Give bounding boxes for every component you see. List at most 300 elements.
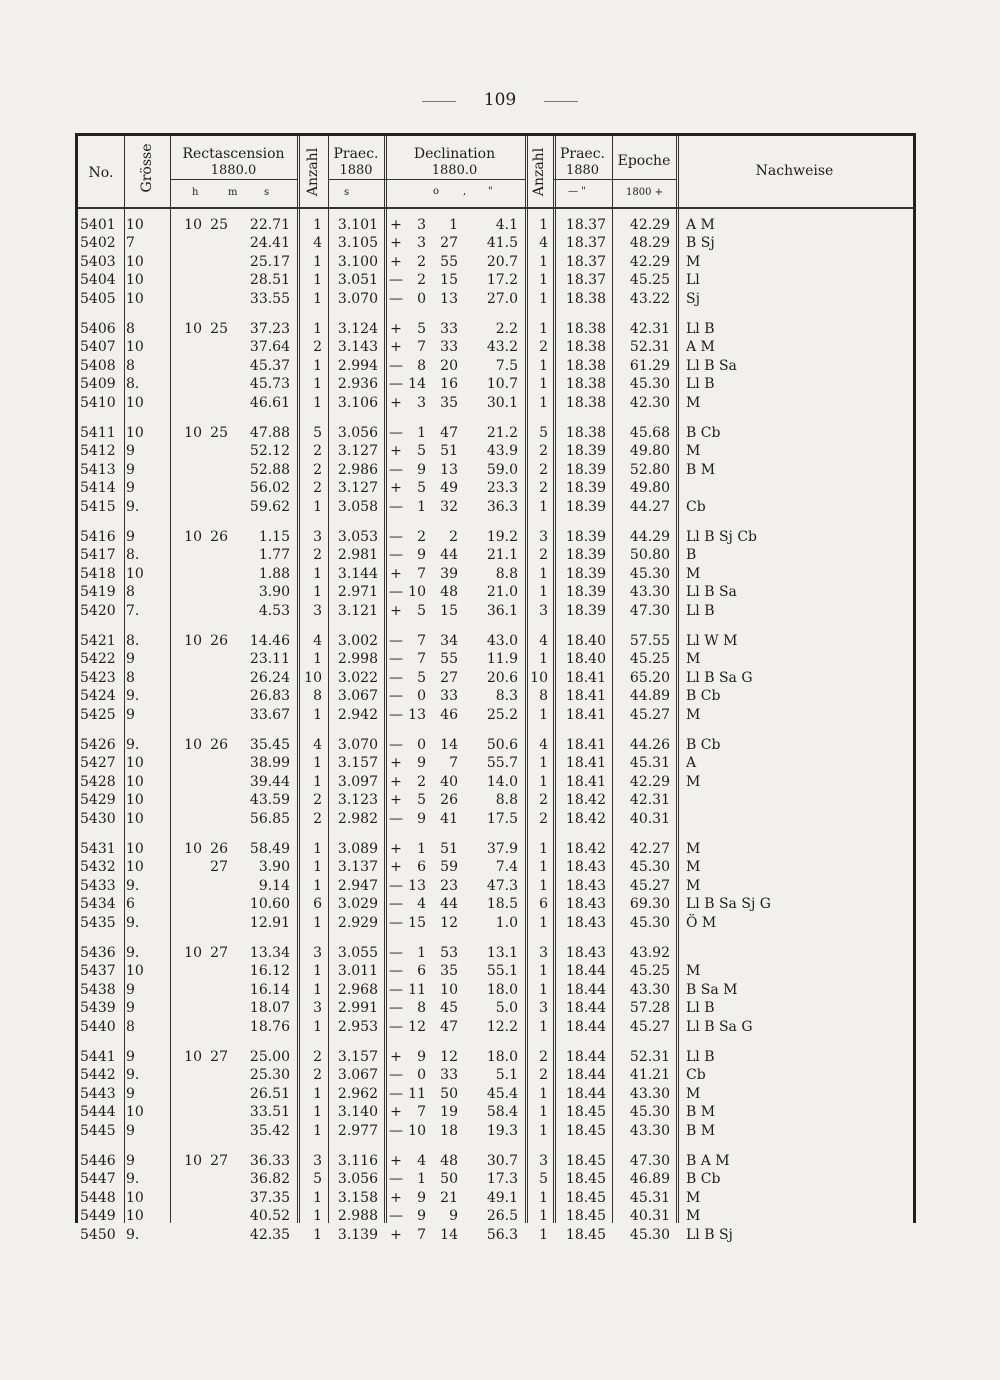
decl-count: 1 [539,394,548,411]
decl-count: 10 [530,669,548,686]
ra-seconds: 52.88 [249,461,290,478]
decl-count: 1 [539,290,548,307]
decl-minutes: 26 [440,792,458,809]
decl-count: 1 [539,1085,548,1102]
decl-sign: — [389,810,403,827]
decl-seconds: 11.9 [486,651,518,668]
star-number: 5412 [80,443,116,460]
decl-degrees: 6 [417,859,426,876]
decl-precession: 18.43 [565,914,606,931]
decl-degrees: 7 [417,565,426,582]
decl-count: 6 [539,896,548,913]
ra-precession: 3.055 [337,945,378,961]
decl-seconds: 43.0 [486,633,518,649]
ra-hours: 10 [184,425,202,441]
decl-sign: — [389,688,403,705]
ra-minutes: 26 [210,529,228,545]
references: Ll B Sj [686,1226,733,1243]
magnitude: 10 [126,394,144,411]
references: Ll B [686,602,715,619]
decl-seconds: 8.8 [495,792,518,809]
star-number: 5418 [80,565,116,582]
decl-precession: 18.39 [565,584,606,601]
decl-degrees: 0 [417,1067,426,1084]
star-number: 5410 [80,394,116,411]
ra-seconds: 16.14 [249,981,290,998]
decl-sign: + [390,565,402,582]
references: Ll B Sa G [686,1018,753,1035]
decl-seconds: 41.5 [486,235,518,252]
col-divider [525,136,528,1223]
ra-count: 4 [313,737,322,753]
decl-degrees: 3 [417,217,426,233]
decl-degrees: 9 [417,1189,426,1206]
decl-sign: — [389,547,403,564]
star-number: 5441 [80,1049,116,1065]
ra-seconds: 3.90 [258,859,290,876]
decl-count: 1 [539,357,548,374]
references: B Cb [686,737,721,753]
star-number: 5450 [80,1226,116,1243]
decl-degrees: 10 [408,1122,426,1139]
ra-precession: 2.947 [337,877,378,894]
decl-precession: 18.38 [565,339,606,356]
epoch: 45.27 [629,706,670,723]
epoch: 45.25 [629,963,670,980]
epoch: 50.80 [629,547,670,564]
header-praec-decl-epoch: 1880 [565,163,600,178]
ra-precession: 3.070 [337,737,378,753]
decl-degrees: 5 [417,443,426,460]
col-divider [297,136,300,1223]
ra-count: 2 [313,443,322,460]
decl-sign: — [389,1171,403,1188]
references: B M [686,461,716,478]
decl-degrees: 11 [408,1085,426,1102]
ra-count: 2 [313,810,322,827]
magnitude: 9. [126,688,140,705]
references: B Cb [686,1171,721,1188]
star-number: 5445 [80,1122,116,1139]
ra-count: 1 [313,584,322,601]
decl-minutes: 51 [440,443,458,460]
epoch: 61.29 [629,357,670,374]
ra-count: 1 [313,498,322,515]
ra-count: 3 [313,1000,322,1017]
decl-sign: — [389,425,403,441]
epoch: 42.31 [629,321,670,337]
star-number: 5403 [80,253,116,270]
decl-sign: + [390,755,402,772]
decl-sign: — [389,706,403,723]
ra-minutes: 26 [210,737,228,753]
ra-seconds: 1.77 [258,547,290,564]
magnitude: 9 [126,461,135,478]
decl-minutes: 53 [440,945,458,961]
decl-minutes: 1 [449,217,458,233]
magnitude: 10 [126,755,144,772]
decl-sign: + [390,1189,402,1206]
decl-seconds: 14.0 [486,773,518,790]
decl-minutes: 13 [440,290,458,307]
epoch: 43.30 [629,1085,670,1102]
decl-minutes: 33 [440,321,458,337]
magnitude: 9 [126,529,135,545]
decl-count: 2 [539,443,548,460]
header-decl-unit-min: , [463,186,467,197]
ra-precession: 3.100 [337,253,378,270]
ra-precession: 3.158 [337,1189,378,1206]
star-number: 5404 [80,272,116,289]
decl-precession: 18.39 [565,529,606,545]
decl-minutes: 45 [440,1000,458,1017]
ra-seconds: 36.33 [249,1153,290,1169]
decl-degrees: 4 [417,1153,426,1169]
ra-seconds: 16.12 [249,963,290,980]
col-divider [612,136,613,1223]
epoch: 44.26 [629,737,670,753]
magnitude: 8 [126,669,135,686]
magnitude: 10 [126,859,144,876]
ra-count: 3 [313,529,322,545]
decl-count: 1 [539,584,548,601]
decl-count: 1 [539,981,548,998]
decl-minutes: 14 [440,737,458,753]
decl-minutes: 9 [449,1208,458,1225]
epoch: 45.27 [629,877,670,894]
decl-degrees: 2 [417,529,426,545]
decl-sign: — [389,651,403,668]
magnitude: 10 [126,290,144,307]
decl-precession: 18.44 [565,981,606,998]
decl-seconds: 36.1 [486,602,518,619]
epoch: 57.55 [629,633,670,649]
decl-count: 1 [539,877,548,894]
decl-seconds: 49.1 [486,1189,518,1206]
decl-precession: 18.37 [565,217,606,233]
ra-seconds: 26.24 [249,669,290,686]
ra-precession: 3.070 [337,290,378,307]
decl-precession: 18.45 [565,1226,606,1243]
star-number: 5414 [80,480,116,497]
decl-count: 1 [539,773,548,790]
ra-seconds: 25.17 [249,253,290,270]
star-number: 5431 [80,841,116,857]
decl-precession: 18.45 [565,1122,606,1139]
ra-seconds: 39.44 [249,773,290,790]
decl-count: 1 [539,859,548,876]
decl-precession: 18.45 [565,1104,606,1121]
decl-seconds: 20.7 [486,253,518,270]
ra-count: 1 [313,963,322,980]
decl-seconds: 43.2 [486,339,518,356]
ra-seconds: 18.76 [249,1018,290,1035]
header-nachweise: Nachweise [755,163,834,179]
decl-minutes: 55 [440,253,458,270]
decl-count: 1 [539,565,548,582]
ra-precession: 3.139 [337,1226,378,1243]
decl-sign: + [390,235,402,252]
decl-minutes: 2 [449,529,458,545]
ra-seconds: 24.41 [249,235,290,252]
star-number: 5437 [80,963,116,980]
ra-seconds: 33.55 [249,290,290,307]
star-number: 5421 [80,633,116,649]
ra-precession: 2.982 [337,810,378,827]
magnitude: 7 [126,235,135,252]
ra-precession: 2.977 [337,1122,378,1139]
ra-hours: 10 [184,529,202,545]
decl-minutes: 27 [440,669,458,686]
epoch: 40.31 [629,1208,670,1225]
decl-sign: — [389,1000,403,1017]
ra-seconds: 1.15 [258,529,290,545]
decl-count: 2 [539,1049,548,1065]
praec2-subline [553,179,612,180]
decl-minutes: 49 [440,480,458,497]
star-number: 5408 [80,357,116,374]
decl-minutes: 35 [440,963,458,980]
magnitude: 9. [126,1226,140,1243]
ra-precession: 3.157 [337,1049,378,1065]
magnitude: 8 [126,357,135,374]
ra-count: 1 [313,877,322,894]
ra-hours: 10 [184,217,202,233]
decl-sign: — [389,963,403,980]
decl-degrees: 1 [417,945,426,961]
references: M [686,773,701,790]
ra-precession: 2.962 [337,1085,378,1102]
references: Ll B Sa [686,584,737,601]
ra-seconds: 18.07 [249,1000,290,1017]
decl-degrees: 2 [417,253,426,270]
decl-degrees: 15 [408,914,426,931]
ra-seconds: 26.83 [249,688,290,705]
references: M [686,1189,701,1206]
star-number: 5443 [80,1085,116,1102]
references: Ll B [686,1049,715,1065]
magnitude: 10 [126,425,144,441]
ra-precession: 3.053 [337,529,378,545]
decl-sign: + [390,773,402,790]
decl-seconds: 7.4 [495,859,518,876]
ra-count: 1 [313,773,322,790]
decl-seconds: 2.2 [495,321,518,337]
ra-seconds: 37.64 [249,339,290,356]
epoch: 45.31 [629,755,670,772]
ra-count: 1 [313,706,322,723]
magnitude: 10 [126,792,144,809]
star-number: 5435 [80,914,116,931]
decl-seconds: 17.2 [486,272,518,289]
decl-precession: 18.38 [565,376,606,393]
ra-hours: 10 [184,737,202,753]
decl-sign: — [389,914,403,931]
ra-count: 1 [313,651,322,668]
header-decl-unit-deg: o [433,186,440,197]
ra-precession: 3.011 [337,963,378,980]
decl-count: 1 [539,1104,548,1121]
ra-seconds: 56.85 [249,810,290,827]
decl-seconds: 21.1 [486,547,518,564]
ra-seconds: 26.51 [249,1085,290,1102]
epoch: 69.30 [629,896,670,913]
decl-count: 2 [539,1067,548,1084]
epoch: 44.27 [629,498,670,515]
decl-minutes: 20 [440,357,458,374]
ra-precession: 3.051 [337,272,378,289]
decl-precession: 18.44 [565,963,606,980]
ra-precession: 3.127 [337,443,378,460]
col-divider [676,136,679,1223]
ra-seconds: 1.88 [258,565,290,582]
epoch: 45.30 [629,1104,670,1121]
decl-precession: 18.41 [565,669,606,686]
decl-precession: 18.41 [565,755,606,772]
epoch: 46.89 [629,1171,670,1188]
decl-sign: + [390,480,402,497]
references: B A M [686,1153,730,1169]
decl-degrees: 11 [408,981,426,998]
references: B M [686,1104,716,1121]
ra-hours: 10 [184,633,202,649]
ra-precession: 3.127 [337,480,378,497]
decl-minutes: 48 [440,584,458,601]
decl-minutes: 14 [440,1226,458,1243]
ra-count: 1 [313,1189,322,1206]
star-number: 5448 [80,1189,116,1206]
decl-minutes: 32 [440,498,458,515]
decl-minutes: 35 [440,394,458,411]
decl-degrees: 1 [417,1171,426,1188]
header-epoche-title: Epoche [617,153,671,169]
references: B Cb [686,688,721,705]
epoch: 42.31 [629,792,670,809]
decl-count: 2 [539,461,548,478]
decl-precession: 18.39 [565,480,606,497]
star-number: 5405 [80,290,116,307]
ra-count: 3 [313,602,322,619]
decl-precession: 18.40 [565,633,606,649]
epoch: 52.31 [629,339,670,356]
ra-precession: 3.157 [337,755,378,772]
epoch: 42.27 [629,841,670,857]
decl-minutes: 40 [440,773,458,790]
references: Cb [686,498,706,515]
ra-precession: 2.971 [337,584,378,601]
decl-precession: 18.39 [565,547,606,564]
references: A M [686,217,715,233]
ra-seconds: 37.23 [249,321,290,337]
decl-count: 3 [539,1153,548,1169]
decl-degrees: 3 [417,235,426,252]
magnitude: 8. [126,547,140,564]
epoch: 44.89 [629,688,670,705]
star-number: 5427 [80,755,116,772]
references: B Sa M [686,981,738,998]
ra-count: 1 [313,290,322,307]
decl-seconds: 23.3 [486,480,518,497]
decl-sign: + [390,602,402,619]
ra-precession: 3.140 [337,1104,378,1121]
decl-seconds: 10.7 [486,376,518,393]
decl-precession: 18.45 [565,1189,606,1206]
references: M [686,651,701,668]
ra-precession: 3.124 [337,321,378,337]
magnitude: 9 [126,981,135,998]
references: M [686,394,701,411]
decl-sign: — [389,945,403,961]
star-number: 5429 [80,792,116,809]
ra-seconds: 56.02 [249,480,290,497]
references: M [686,841,701,857]
decl-count: 1 [539,253,548,270]
ra-seconds: 37.35 [249,1189,290,1206]
ra-hours: 10 [184,841,202,857]
magnitude: 8. [126,376,140,393]
epoch: 49.80 [629,443,670,460]
decl-sign: — [389,290,403,307]
decl-precession: 18.39 [565,602,606,619]
ra-count: 6 [313,896,322,913]
magnitude: 9. [126,877,140,894]
magnitude: 9. [126,945,140,961]
magnitude: 9 [126,1153,135,1169]
magnitude: 9. [126,498,140,515]
decl-count: 3 [539,945,548,961]
decl-degrees: 7 [417,1226,426,1243]
ra-seconds: 23.11 [249,651,290,668]
decl-minutes: 44 [440,896,458,913]
star-number: 5447 [80,1171,116,1188]
ra-precession: 2.936 [337,376,378,393]
decl-count: 2 [539,810,548,827]
decl-minutes: 12 [440,1049,458,1065]
ra-precession: 3.022 [337,669,378,686]
header-decl-title: Declination [413,146,496,162]
ra-seconds: 25.30 [249,1067,290,1084]
references: B M [686,1122,716,1139]
decl-seconds: 17.5 [486,810,518,827]
ra-seconds: 58.49 [249,841,290,857]
star-number: 5416 [80,529,116,545]
magnitude: 8 [126,584,135,601]
decl-seconds: 4.1 [495,217,518,233]
magnitude: 10 [126,272,144,289]
decl-degrees: 0 [417,737,426,753]
references: A [686,755,697,772]
magnitude: 9 [126,651,135,668]
epoch: 42.30 [629,394,670,411]
decl-seconds: 43.9 [486,443,518,460]
star-number: 5440 [80,1018,116,1035]
decl-seconds: 18.5 [486,896,518,913]
star-number: 5402 [80,235,116,252]
ra-count: 2 [313,1067,322,1084]
decl-degrees: 13 [408,706,426,723]
magnitude: 9 [126,1000,135,1017]
star-number: 5424 [80,688,116,705]
decl-degrees: 5 [417,669,426,686]
magnitude: 9 [126,1049,135,1065]
references: M [686,963,701,980]
decl-sign: + [390,841,402,857]
references: M [686,443,701,460]
star-number: 5407 [80,339,116,356]
ra-seconds: 45.73 [249,376,290,393]
references: Ll B Sa [686,357,737,374]
epoch: 45.25 [629,272,670,289]
